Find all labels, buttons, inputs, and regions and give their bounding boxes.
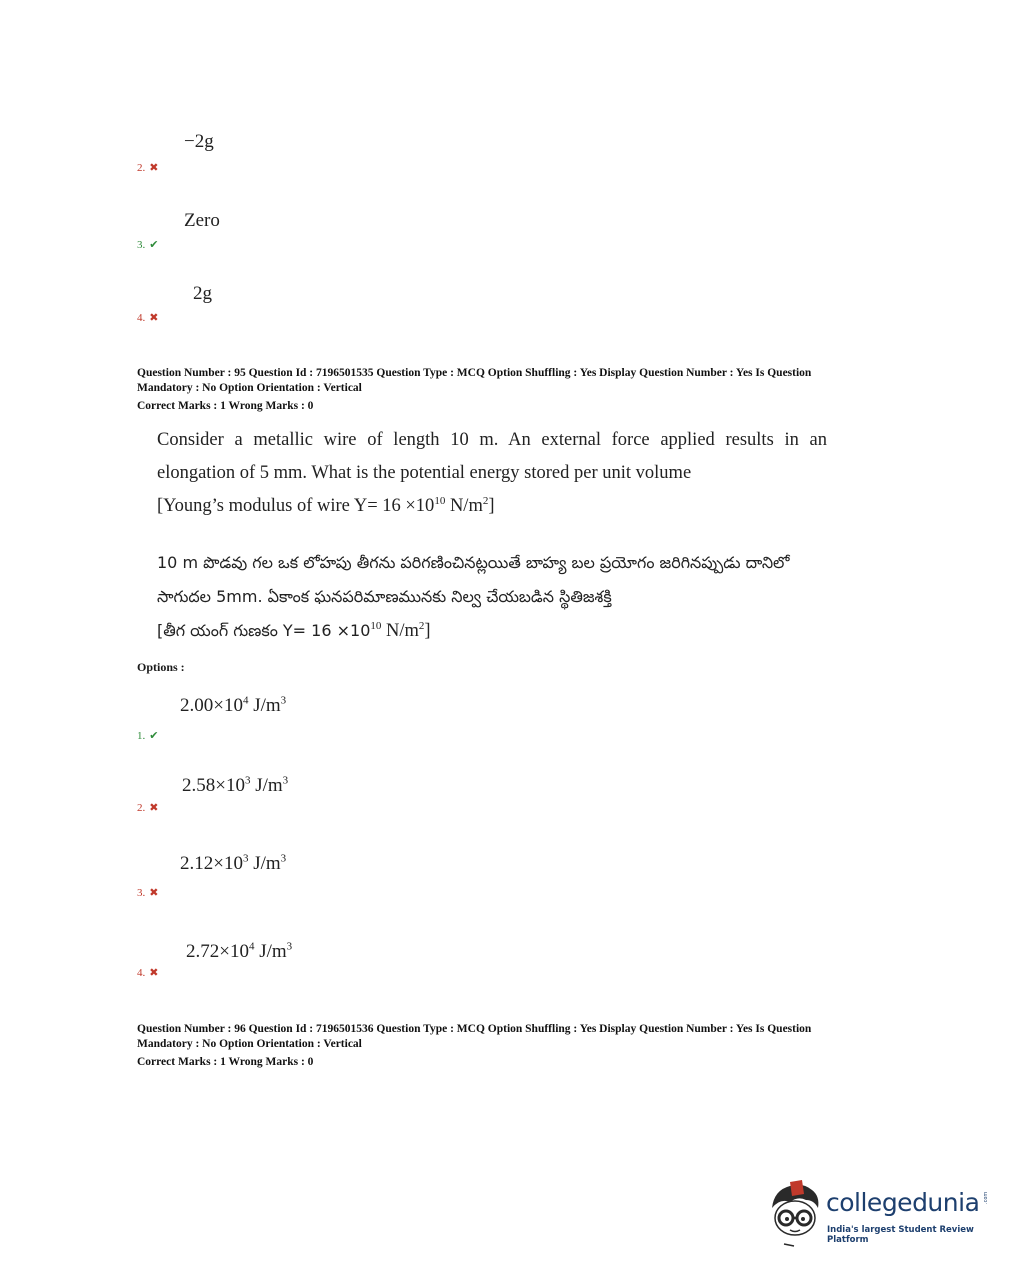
q96-metadata <box>137 1022 917 1070</box>
q95-metadata <box>137 366 917 414</box>
q95-meta-line3: Correct Marks : 1 Wrong Marks : 0 <box>137 400 314 412</box>
q96-meta-line1: Question Number : 96 Question Id : 7196501536 Question Type : MCQ Option Shuffling : Yes Display Question Number : Yes Is Question <box>137 1023 812 1035</box>
cross-icon: ✖ <box>149 967 159 979</box>
q95-option-4-text: $2.72\times 10^4$ $J/m^3$ <box>186 940 293 962</box>
q95-option-1-label <box>137 729 158 742</box>
q96-meta-line2: Mandatory : No Option Orientation : Vertical <box>137 1038 362 1050</box>
q95-te-line1: 10 m పొడవు గల ఒక లోహపు తీగను పరిగణించినట్లయితే బాహ్య బల ప్రయోగం జరిగినప్పుడు దానిలో <box>157 553 790 572</box>
q95-en-line1: Consider a metallic wire of length 10 m. An external force applied results in an <box>157 430 827 450</box>
prev-option-4-text: 2g <box>193 283 212 304</box>
q95-question-english <box>157 424 827 523</box>
q95-te-line3: [తీగ యంగ్ గుణకం $Y= 16 \times 10^{10}$ $N/m^2$] <box>157 619 431 641</box>
cross-icon: ✖ <box>149 162 159 174</box>
q95-meta-line2: Mandatory : No Option Orientation : Vertical <box>137 382 362 394</box>
option-number: 3. <box>137 238 146 251</box>
option-number: 1. <box>137 729 146 742</box>
collegedunia-logo <box>768 1180 993 1250</box>
option-number: 4. <box>137 311 146 324</box>
q95-meta-line1: Question Number : 95 Question Id : 7196501535 Question Type : MCQ Option Shuffling : Yes Display Question Number : Yes Is Question <box>137 367 812 379</box>
q96-meta-line3: Correct Marks : 1 Wrong Marks : 0 <box>137 1056 314 1068</box>
q95-option-1-text: $2.00\times 10^4$ $J/m^3$ <box>180 694 287 716</box>
options-heading: Options : <box>137 660 185 674</box>
prev-option-2-text: −2g <box>184 131 214 152</box>
mascot-icon <box>768 1180 826 1250</box>
q95-option-2-label <box>137 801 158 814</box>
q95-option-4-label <box>137 966 158 979</box>
q95-option-3-label <box>137 886 158 899</box>
prev-option-4-label <box>137 311 158 324</box>
cross-icon: ✖ <box>149 887 159 899</box>
option-number: 2. <box>137 161 146 174</box>
q95-question-telugu <box>157 546 827 648</box>
logo-domain-suffix: .com <box>983 1191 989 1204</box>
q95-en-line2: elongation of 5 mm. What is the potential energy stored per unit volume <box>157 463 692 483</box>
q95-option-2-text: $2.58\times 10^3$ $J/m^3$ <box>182 774 289 796</box>
logo-brand-name: collegedunia <box>826 1188 980 1217</box>
option-number: 2. <box>137 801 146 814</box>
prev-option-2-label <box>137 161 158 174</box>
prev-option-3-label <box>137 238 158 251</box>
check-icon: ✔ <box>149 730 159 742</box>
option-number: 3. <box>137 886 146 899</box>
option-number: 4. <box>137 966 146 979</box>
check-icon: ✔ <box>149 239 159 251</box>
q95-en-line3: [Young’s modulus of wire $Y= 16 \times 10^{10}$ $N/m^2$] <box>157 494 495 516</box>
cross-icon: ✖ <box>149 312 159 324</box>
logo-tagline: India's largest Student Review Platform <box>827 1225 974 1245</box>
cross-icon: ✖ <box>149 802 159 814</box>
q95-te-line2: సాగుదల 5mm. ఏకాంక ఘనపరిమాణమునకు నిల్వ చేయబడిన స్థితిజశక్తి <box>157 587 612 606</box>
prev-option-3-text: Zero <box>184 210 220 231</box>
q95-option-3-text: $2.12\times 10^3$ $J/m^3$ <box>180 852 287 874</box>
